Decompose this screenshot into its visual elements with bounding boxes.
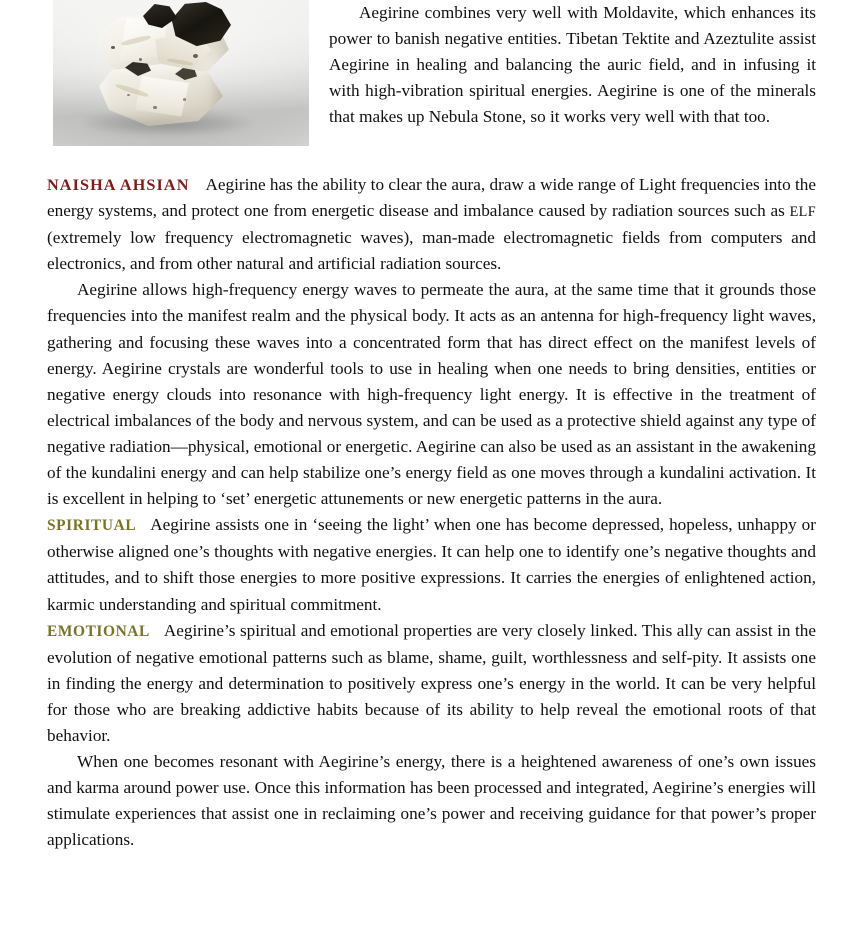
specimen-photo [53,0,309,146]
paragraph-emotional [47,618,816,749]
paragraph-naisha-ahsian-lead [47,172,816,277]
heading-emotional: EMOTIONAL [47,622,150,640]
top-section [47,0,816,152]
paragraph-aegirine-high-frequency: Aegirine allows high-frequency energy waves to permeate the aura, at the same time that it grounds those frequencies into the manifest realm and the physical body. It acts as an antenna for high-frequency light waves, gathering and focusing these waves into a concentrated form that has direct effect on the manifest levels of energy. Aegirine crystals are wonderful tools to use in healing when one needs to bring densities, entities or negative energy clouds into resonance with high-frequency light energy. It is effective in the treatment of electrical imbalances of the body and nervous system, and can be used as a protective shield against any type of negative radiation—physical, emotional or energetic. Aegirine can also be used as an assistant in the awakening of the kundalini energy and can help stabilize one’s energy field as one moves through a kundalini activation. It is excellent in helping to ‘set’ energetic attunements or new energetic patterns in the aura. [47,280,816,509]
intro-paragraph: Aegirine combines very well with Moldavite, which enhances its power to banish negative entities. Tibetan Tektite and Azeztulite assist Aegirine in healing and balancing the auric field, and in infusing it with high-vibration spiritual energies. Aegirine is one of the minerals that makes up Nebula Stone, so it works very well with that too. [329,3,816,127]
mineral-speck-3 [193,54,198,58]
mineral-speck-1 [111,46,115,49]
mineral-speck-2 [139,58,142,61]
spiritual-text: Aegirine assists one in ‘seeing the light’ when one has become depressed, hopeless, unhappy or otherwise aligned one’s thoughts with negative energies. It can help one to identify one’s negative thoughts and attitudes, and to shift those energies to more positive expressions. It carries the energies of enlightened action, karmic understanding and spiritual commitment. [47,515,816,614]
mineral-speck-5 [183,98,186,101]
body-text [47,172,816,853]
naisha-lead-rest: (extremely low frequency electromagnetic waves), man-made electromagnetic fields from computers and electronics, and from other natural and artificial radiation sources. [47,228,816,274]
heading-spiritual: SPIRITUAL [47,517,137,535]
mineral-cluster [81,2,245,134]
specimen-figure [53,0,309,146]
emotional-text: Aegirine’s spiritual and emotional properties are very closely linked. This ally can assist in the evolution of negative emotional patterns such as blame, shame, guilt, worthlessness and self-pity. It assists one in finding the energy and determination to positively express one’s energy in the world. It can be very helpful for those who are breaking addictive habits because of its ability to help reveal the emotional roots of that behavior. [47,620,816,745]
naisha-lead-text: Aegirine has the ability to clear the aura, draw a wide range of Light frequencies into the energy systems, and protect one from energetic disease and imbalance caused by radiation sources such as [47,175,816,221]
paragraph-spiritual [47,512,816,617]
smallcaps-elf: ELF [789,204,816,221]
mineral-speck-6 [127,94,130,96]
paragraph-resonance-closing: When one becomes resonant with Aegirine’s energy, there is a heightened awareness of one’s own issues and karma around power use. Once this information has been processed and integrated, Aegirine’s energies will stimulate experiences that assist one in reclaiming one’s power and receiving guidance for that power’s proper applications. [47,752,816,850]
heading-naisha-ahsian: NAISHA AHSIAN [47,176,190,194]
mineral-speck-4 [153,106,157,109]
